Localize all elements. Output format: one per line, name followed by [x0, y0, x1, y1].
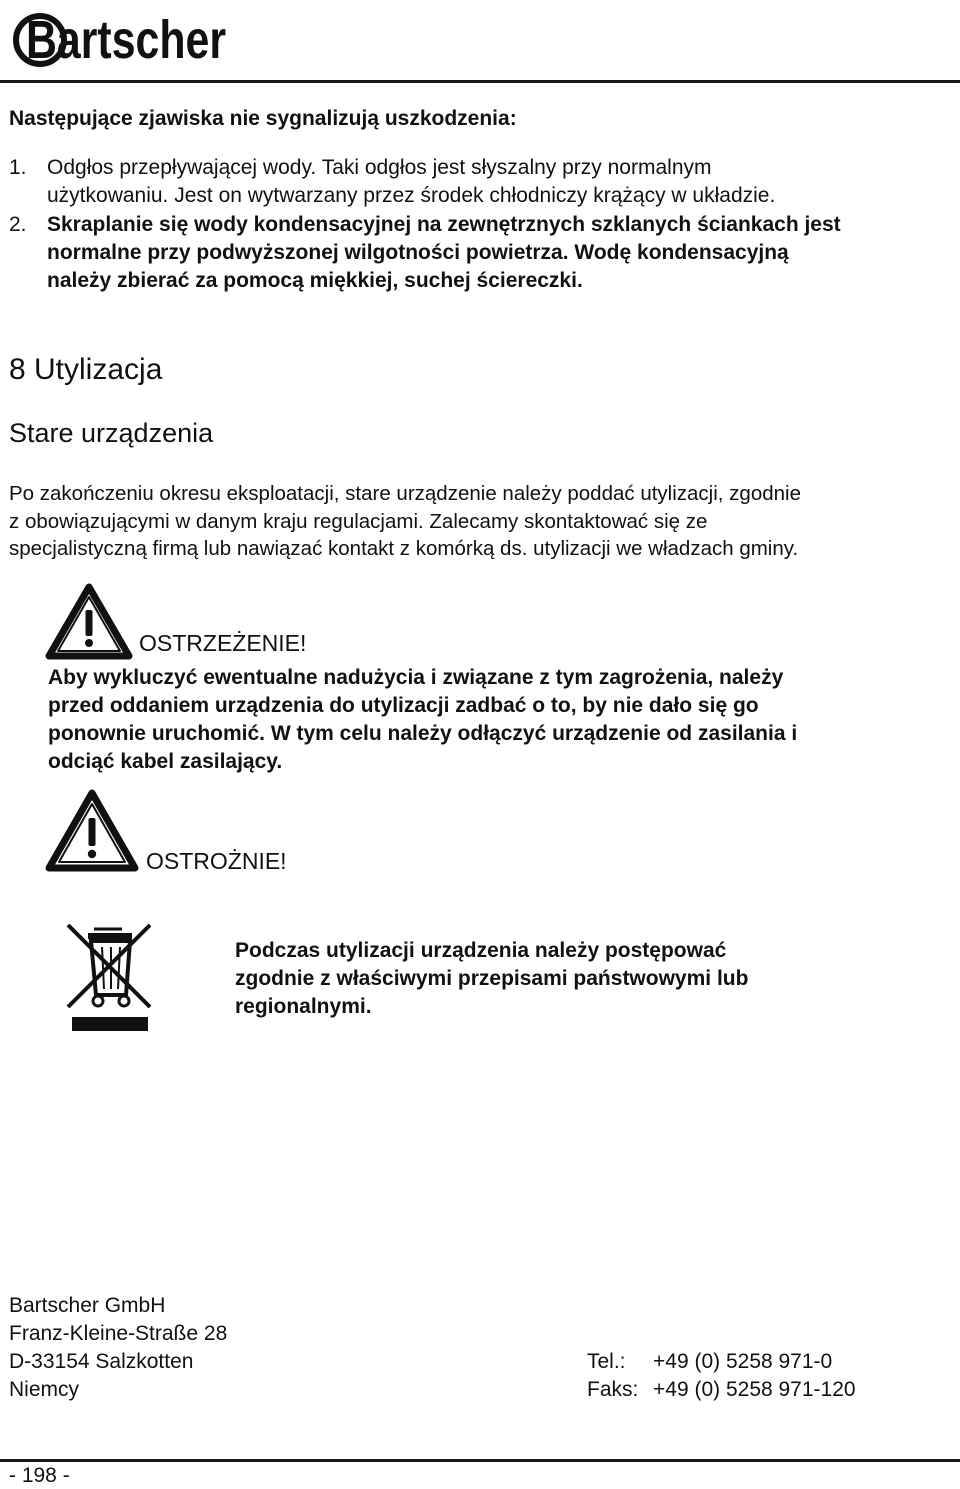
city: D-33154 Salzkotten [9, 1350, 194, 1373]
paragraph-line: Po zakończeniu okresu eksploatacji, stare urządzenie należy poddać utylizacji, zgodnie [9, 482, 801, 505]
intro-list [9, 154, 959, 295]
page-number: - 198 - [9, 1464, 70, 1487]
list-item-line: użytkowaniu. Jest on wytwarzany przez środek chłodniczy krążący w układzie. [47, 184, 776, 207]
list-item-line: Skraplanie się wody kondensacyjnej na zewnętrznych szklanych ściankach jest [47, 213, 841, 236]
list-item [9, 211, 959, 295]
crossed-bin-icon [60, 913, 160, 1043]
warning-text [48, 664, 948, 776]
warning-line: Aby wykluczyć ewentualne nadużycia i związane z tym zagrożenia, należy [48, 666, 784, 689]
street: Franz-Kleine-Straße 28 [9, 1322, 228, 1345]
fax-number: +49 (0) 5258 971-120 [653, 1378, 856, 1401]
company-contact [587, 1348, 856, 1404]
header-divider [0, 80, 960, 83]
disposal-paragraph [9, 480, 954, 563]
warning-triangle-icon [46, 584, 132, 660]
company-address [9, 1292, 227, 1404]
caution-label: OSTROŻNIE! [146, 848, 287, 874]
disposal-line: regionalnymi. [235, 995, 372, 1018]
phone-row [587, 1348, 856, 1376]
warning-label: OSTRZEŻENIE! [139, 630, 307, 656]
disposal-notice [235, 937, 935, 1021]
section-title: 8 Utylizacja [9, 353, 163, 386]
company-name: Bartscher GmbH [9, 1294, 166, 1317]
intro-heading: Następujące zjawiska nie sygnalizują uszkodzenia: [9, 107, 517, 130]
phone-label: Tel.: [587, 1350, 626, 1373]
paragraph-line: specjalistyczną firmą lub nawiązać kontakt z komórką ds. utylizacji we władzach gminy. [9, 537, 799, 560]
list-item-number: 2. [9, 213, 27, 236]
bartscher-logo [10, 2, 230, 72]
footer-divider [0, 1459, 960, 1462]
fax-row [587, 1376, 856, 1404]
disposal-line: Podczas utylizacji urządzenia należy postępować [235, 939, 727, 962]
phone-number: +49 (0) 5258 971-0 [653, 1350, 833, 1373]
warning-triangle-icon [46, 790, 138, 872]
list-item-line: normalne przy podwyższonej wilgotności powietrza. Wodę kondensacyjną [47, 241, 789, 264]
list-item-number: 1. [9, 156, 27, 179]
list-item-line: Odgłos przepływającej wody. Taki odgłos jest słyszalny przy normalnym [47, 156, 712, 179]
subsection-title: Stare urządzenia [9, 418, 214, 448]
country: Niemcy [9, 1378, 80, 1401]
logo-letter-b: Bartscher [26, 10, 226, 70]
fax-label: Faks: [587, 1378, 639, 1401]
disposal-line: zgodnie z właściwymi przepisami państwowymi lub [235, 967, 749, 990]
list-item-line: należy zbierać za pomocą miękkiej, suchej ściereczki. [47, 269, 583, 292]
paragraph-line: z obowiązującymi w danym kraju regulacjami. Zalecamy skontaktować się ze [9, 509, 708, 533]
list-item [9, 154, 959, 210]
warning-line: ponownie uruchomić. W tym celu należy odłączyć urządzenie od zasilania i [48, 722, 798, 745]
warning-line: odciąć kabel zasilający. [48, 750, 283, 773]
warning-line: przed oddaniem urządzenia do utylizacji zadbać o to, by nie dało się go [48, 694, 759, 717]
